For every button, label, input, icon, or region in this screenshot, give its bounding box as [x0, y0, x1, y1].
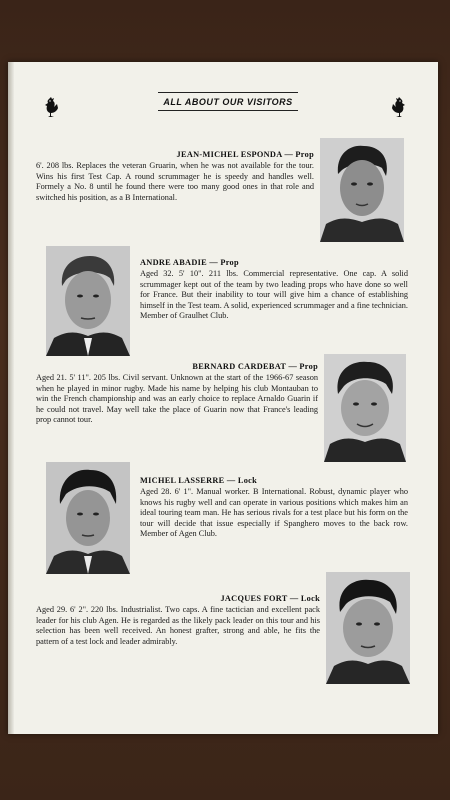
- name-dash: —: [284, 150, 294, 159]
- name-dash: —: [288, 362, 298, 371]
- player-entry: [36, 150, 314, 203]
- player-name: ANDRE ABADIE: [140, 258, 207, 267]
- player-position: Lock: [237, 476, 258, 485]
- portrait-image: [46, 462, 130, 574]
- player-photo: [326, 572, 410, 684]
- name-dash: —: [226, 476, 236, 485]
- player-entry: [140, 476, 408, 540]
- player-bio: Aged 28. 6' 1". Manual worker. B International. Robust, dynamic player who knows his rugby well and can operate in various positions which makes him an ideal touring team man. He has serious rivals for a test place but his form on the tour will decide that issue especially if Spanghero moves to the back row. Member of Agen Club.: [140, 487, 408, 538]
- portrait-image: [324, 354, 406, 462]
- player-name: BERNARD CARDEBAT: [192, 362, 287, 371]
- player-bio: Aged 29. 6' 2". 220 lbs. Industrialist. Two caps. A fine tactician and excellent pack leader for his club Agen. He is regarded as the likely pack leader on this tour and his selection has been well received. An honest grafter, strong and able, he fits the pattern of a test lock and leader admirably.: [36, 605, 320, 646]
- rooster-icon: [43, 96, 59, 118]
- player-name: JEAN-MICHEL ESPONDA: [176, 150, 283, 159]
- player-position: Prop: [295, 150, 314, 159]
- header-rule-bottom: [158, 110, 298, 111]
- player-bio: Aged 32. 5' 10". 211 lbs. Commercial representative. One cap. A solid scrummager kept out of the team by two leading props who have done so well for France. But their inability to tour will give him a chance of establishing himself in the Test team. A solid, experienced scrummager and a fine technician. Member of Graulhet Club.: [140, 269, 408, 320]
- player-entry: [36, 362, 318, 426]
- player-name: JACQUES FORT: [220, 594, 288, 603]
- player-bio: Aged 21. 5' 11". 205 lbs. Civil servant. Unknown at the start of the 1966-67 season when he played in minor rugby. Made his name by helping his club Montauban to win the French championship and was an early choice to replace Arnaldo Guarin if he could not travel. May well take the place of Guarin now that France's leading prop cannot tour.: [36, 373, 318, 424]
- rooster-icon: [391, 96, 407, 118]
- name-dash: —: [289, 594, 299, 603]
- player-photo: [46, 246, 130, 356]
- player-entry: [36, 594, 320, 647]
- page-title: ALL ABOUT OUR VISITORS: [163, 97, 293, 107]
- player-photo: [46, 462, 130, 574]
- programme-page: [8, 62, 438, 734]
- player-name: MICHEL LASSERRE: [140, 476, 225, 485]
- player-name-line: [36, 150, 314, 159]
- player-photo: [324, 354, 406, 462]
- player-position: Lock: [300, 594, 320, 603]
- player-position: Prop: [299, 362, 318, 371]
- player-photo: [320, 138, 404, 242]
- player-entry: [140, 258, 408, 322]
- player-name-line: [36, 594, 320, 603]
- player-name-line: [140, 258, 408, 267]
- player-name-line: [36, 362, 318, 371]
- player-position: Prop: [220, 258, 239, 267]
- player-bio: 6'. 208 lbs. Replaces the veteran Gruarin, when he was not available for the tour. Wins his first Test Cap. A round scrummager he is speedy and handles well. Formely a No. 8 until he found there were too many good ones in that role and switched his position, as a B International.: [36, 161, 314, 202]
- portrait-image: [326, 572, 410, 684]
- player-name-line: [140, 476, 408, 485]
- name-dash: —: [209, 258, 218, 267]
- page-binding: [8, 62, 14, 734]
- portrait-image: [46, 246, 130, 356]
- page-header: [158, 92, 298, 111]
- portrait-image: [320, 138, 404, 242]
